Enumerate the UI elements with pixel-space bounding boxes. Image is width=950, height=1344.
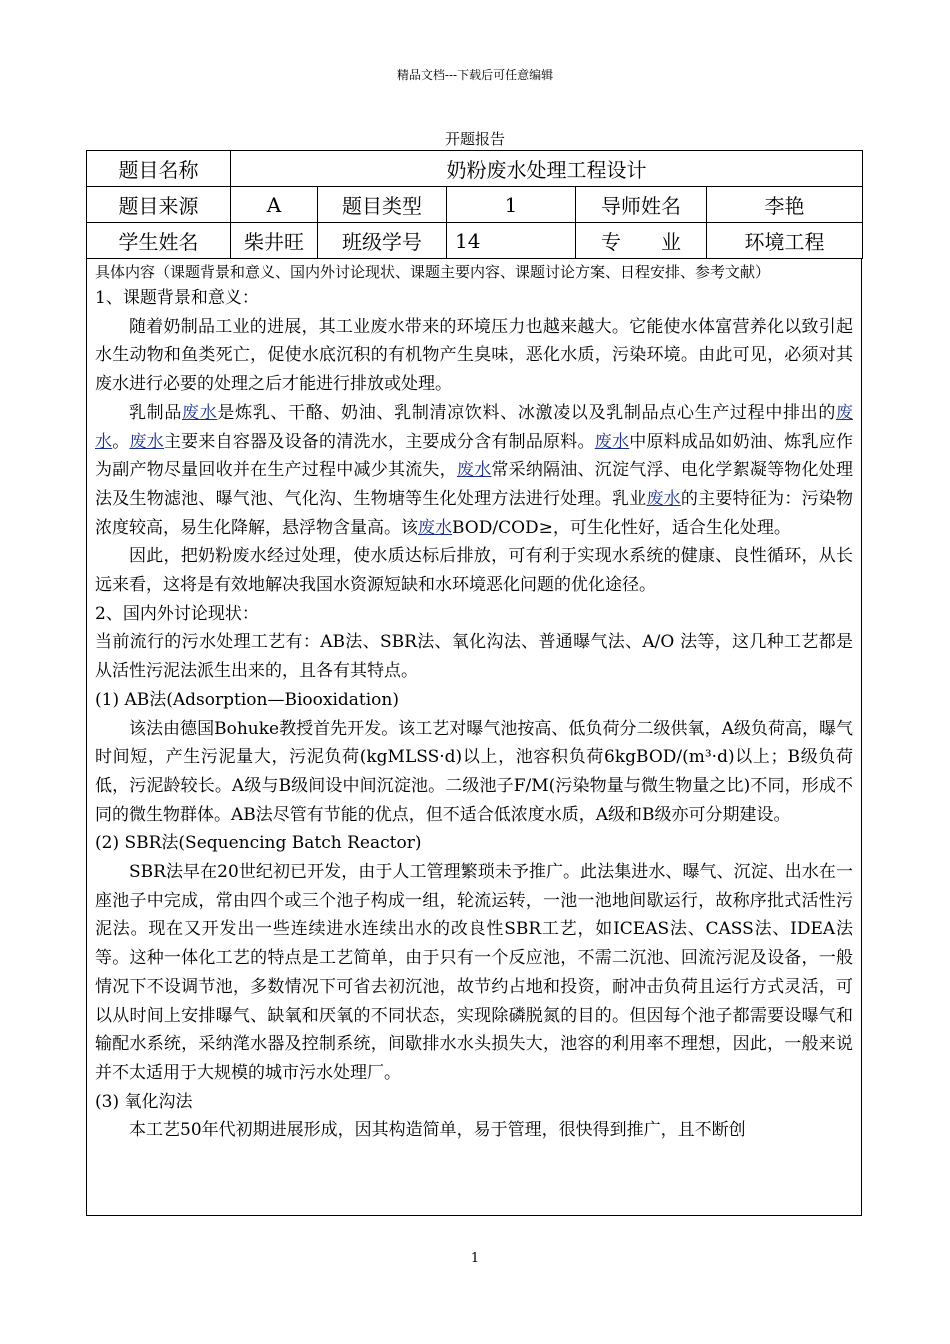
topic-type-value: 1 xyxy=(447,187,576,223)
text-run: 常采纳隔油、沉淀气浮、电化学絮凝等物化处理法及生物滤池、曝气池、气化沟、生物塘等生化处理方法进行处理。乳业 xyxy=(95,460,854,509)
class-id-value: 14 xyxy=(447,223,576,259)
text-run: 中原料成品如奶油、炼乳应作为副产物尽量回收并在生产过程中减少其流失， xyxy=(95,431,854,481)
text-run: BOD/COD≥，可生化性好，适合生化处理。 xyxy=(452,517,791,538)
topic-name-value: 奶粉废水处理工程设计 xyxy=(231,151,863,187)
paragraph-conclusion: 因此，把奶粉废水经过处理，使水质达标后排放，可有利于实现水系统的健康、良性循环，从长远来看，这将是有效地解决我国水资源短缺和水环境恶化问题的优化途径。 xyxy=(95,546,853,596)
table-row xyxy=(87,187,863,223)
page-number: 1 xyxy=(470,1251,480,1266)
class-id-label: 班级学号 xyxy=(318,223,447,259)
text-run: 。 xyxy=(112,431,130,452)
topic-source-label: 题目来源 xyxy=(87,187,231,223)
major-value: 环境工程 xyxy=(707,223,863,259)
wastewater-link[interactable]: 废水 xyxy=(456,460,492,481)
table-row xyxy=(87,223,863,259)
wastewater-link[interactable]: 废水 xyxy=(594,431,630,452)
report-content-cell xyxy=(86,258,862,1216)
advisor-label: 导师姓名 xyxy=(576,187,707,223)
major-label: 专 业 xyxy=(576,223,707,259)
paragraph-oxidation-ditch: 本工艺50年代初期进展形成，因其构造简单，易于管理，很快得到推广，且不断创 xyxy=(129,1120,746,1141)
ab-method-title: (1) AB法(Adsorption—Biooxidation) xyxy=(95,689,399,710)
section-2-title: 2、国内外讨论现状： xyxy=(95,603,259,624)
section-1-title: 1、课题背景和意义： xyxy=(95,288,259,308)
paragraph-processes: 当前流行的污水处理工艺有：AB法、SBR法、氧化沟法、普通曝气法、A/O 法等，这几种工艺都是从活性污泥法派生出来的，且各有其特点。 xyxy=(95,632,853,682)
topic-type-label: 题目类型 xyxy=(318,187,447,223)
text-run: 是炼乳、干酪、奶油、乳制清凉饮料、冰激凌以及乳制品点心生产过程中排出的 xyxy=(217,402,837,423)
wastewater-link[interactable]: 废水 xyxy=(646,488,681,509)
sbr-method-title: (2) SBR法(Sequencing Batch Reactor) xyxy=(95,833,422,854)
paragraph-dairy-wastewater xyxy=(95,399,853,543)
topic-name-label: 题目名称 xyxy=(87,151,231,187)
table-row xyxy=(87,151,863,187)
student-value: 柴井旺 xyxy=(231,223,318,259)
paragraph-sbr-method: SBR法早在20世纪初已开发，由于人工管理繁琐未予推广。此法集进水、曝气、沉淀、出水在一座池子中完成，常由四个或三个池子构成一组，轮流运转，一池一池地间歇运行，故称序批式活性污泥法。现在又开发出一些连续进水连续出水的改良性SBR工艺，如ICEAS法、CASS法、IDEA法等。这种一体化工艺的特点是工艺简单，由于只有一个反应池，不需二沉池、回流污泥及设备，一般情况下不设调节池，多数情况下可省去初沉池，故节约占地和投资，耐冲击负荷且运行方式灵活，可以从时间上安排曝气、缺氧和厌氧的不同状态，实现除磷脱氮的目的。但因每个池子都需要设曝气和输配水系统，采纳滗水器及控制系统，间歇排水水头损失大，池容的利用率不理想，因此，一般来说并不太适用于大规模的城市污水处理厂。 xyxy=(95,862,853,1083)
header-note: 精品文档---下载后可任意编辑 xyxy=(396,68,554,82)
text-run: 的主要特征为：污染物浓度较高，易生化降解，悬浮物含量高。该 xyxy=(95,488,854,538)
text-run: 主要来自容器及设备的清洗水，主要成分含有制品原料。 xyxy=(163,431,595,452)
wastewater-link[interactable]: 废水 xyxy=(95,402,854,452)
wastewater-link[interactable]: 废水 xyxy=(182,402,218,423)
paragraph-background: 随着奶制品工业的进展，其工业废水带来的环境压力也越来越大。它能使水体富营养化以致引起水生动物和鱼类死亡，促使水底沉积的有机物产生臭味，恶化水质，污染环境。由此可见，必须对其废水进行必要的处理之后才能进行排放或处理。 xyxy=(95,316,853,395)
document-title: 开题报告 xyxy=(444,130,505,148)
content-intro: 具体内容（课题背景和意义、国内外讨论现状、课题主要内容、课题讨论方案、日程安排、参考文献） xyxy=(95,263,771,281)
paragraph-ab-method: 该法由德国Bohuke教授首先开发。该工艺对曝气池按高、低负荷分二级供氧，A级负荷高，曝气时间短，产生污泥量大，污泥负荷(kgMLSS·d)以上，池容积负荷6kgBOD/(m³·d)以上；B级负荷低，污泥龄较长。A级与B级间设中间沉淀池。二级池子F/M(污染物量与微生物量之比)不同，形成不同的微生物群体。AB法尽管有节能的优点，但不适合低浓度水质，A级和B级亦可分期建设。 xyxy=(95,718,853,825)
student-label: 学生姓名 xyxy=(87,223,231,259)
wastewater-link[interactable]: 废水 xyxy=(418,517,452,538)
wastewater-link[interactable]: 废水 xyxy=(129,431,164,452)
advisor-value: 李艳 xyxy=(707,187,863,223)
text-run: 乳制品 xyxy=(129,402,183,423)
oxidation-ditch-title: (3) 氧化沟法 xyxy=(95,1091,193,1112)
topic-source-value: A xyxy=(231,187,318,223)
info-table xyxy=(86,150,863,259)
